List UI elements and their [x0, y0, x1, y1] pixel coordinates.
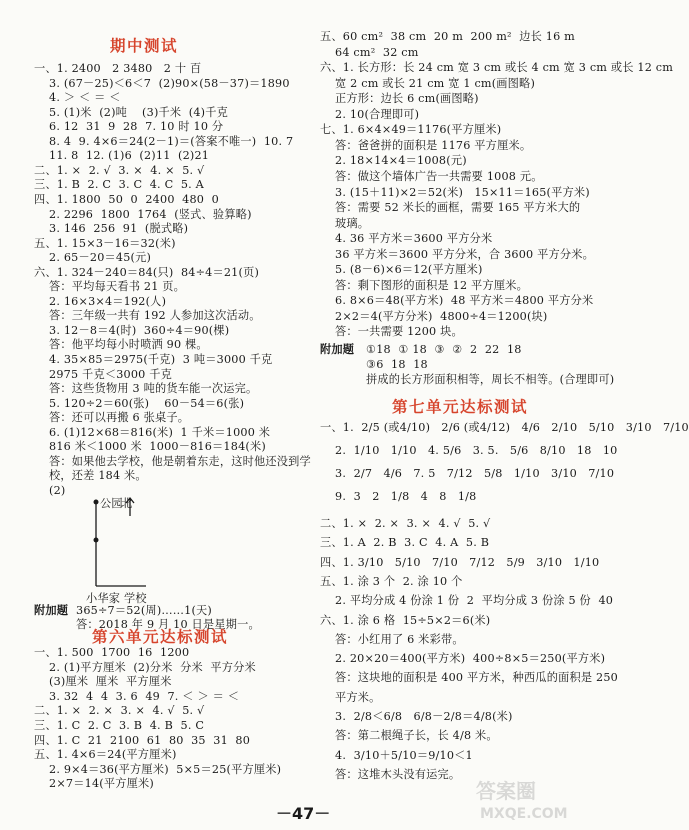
answer-line: 答：如果他去学校，他是朝着东走，这时他还没到学 — [34, 454, 311, 468]
answer-line: 2. 20×20＝400(平方米) 400÷8×5＝250(平方米) — [320, 652, 606, 666]
answer-line: 2975 千克＜3000 千克 — [34, 367, 173, 381]
fraction-answer-line: 2. 1/10 1/10 4. 5/6 3. 5. 5/6 8/10 18 10 — [320, 444, 618, 457]
map-label-north: 北 — [121, 497, 133, 510]
answer-line: 3. 12－8＝4(时) 360÷4＝90(棵) — [34, 323, 230, 337]
answer-line: 六、1. 长方形：长 24 cm 宽 3 cm 或长 4 cm 宽 3 cm 或长 12 cm — [320, 61, 674, 75]
answer-line: 3. 2/8＜6/8 6/8－2/8＝4/8(米) — [320, 710, 513, 723]
fraction-answer-line: 9. 3 2 1/8 4 8 1/8 — [320, 490, 477, 503]
answer-line: 2. 2296 1800 1764 (竖式、验算略) — [34, 207, 252, 221]
answer-line: 一、1. 500 1700 16 1200 — [34, 646, 190, 659]
answer-line: 2. 9×4＝36(平方厘米) 5×5＝25(平方厘米) — [34, 762, 282, 776]
fraction-answer-line: 一、1. 2/5 (或4/10) 2/6 (或4/12) 4/6 2/10 5/10 3/10 7/10 — [320, 421, 689, 434]
page-number: －47－ — [276, 804, 331, 823]
answer-line: 3. 32 4 4 3. 6 49 7. ＜ ＞ ＝ ＜ — [34, 689, 240, 703]
answer-line: 二、1. × 2. × 3. × 4. √ 5. √ — [34, 704, 205, 718]
answer-line: 答：第二根绳子长，长 4/8 米。 — [320, 729, 498, 743]
answer-line: 六、1. 涂 6 格 15÷5×2＝6(米) — [320, 613, 491, 627]
answer-line: 2×7＝14(平方厘米) — [34, 777, 154, 791]
answer-line: 64 cm² 32 cm — [320, 45, 419, 59]
answer-line: 2×2＝4(平方分米) 4800÷4＝1200(块) — [320, 309, 548, 323]
answer-line: 答：三年级一共有 192 人参加这次活动。 — [34, 309, 261, 323]
answer-line: 二、1. × 2. √ 3. × 4. × 5. √ — [34, 163, 205, 177]
map-label-home: 小华家 — [86, 592, 121, 605]
answer-line: 答：爸爸拼的面积是 1176 平方厘米。 — [320, 138, 532, 152]
answer-line: 11. 8 12. (1)6 (2)11 (2)21 — [34, 149, 210, 163]
answer-line: 七、1. 6×4×49＝1176(平方厘米) — [320, 123, 502, 137]
answer-line: 答：需要 52 米长的画框，需要 165 平方米大的 — [320, 201, 581, 215]
bonus-label-left: 附加题 — [34, 604, 69, 617]
answer-line: 一、1. 2400 2 3480 2 十 百 — [34, 62, 202, 75]
svg-text:答案圈: 答案圈 — [476, 779, 536, 803]
answer-line: 正方形：边长 6 cm(画图略) — [320, 92, 479, 106]
answer-line: 二、1. × 2. × 3. × 4. √ 5. √ — [320, 517, 491, 530]
answer-line: 2. (1)平方厘米 (2)分米 分米 平方分米 — [34, 660, 256, 674]
fraction-answer-line: 3. 2/7 4/6 7. 5 7/12 5/8 1/10 3/10 7/10 — [320, 467, 615, 480]
answer-line: 四、1. 3/10 5/10 7/10 7/12 5/9 3/10 1/10 — [320, 555, 600, 569]
answer-line: 答：平均每天看书 21 页。 — [34, 280, 186, 294]
answer-line: (3)厘米 厘米 平方厘米 — [34, 675, 172, 689]
unit7-title: 第七单元达标测试 — [392, 398, 529, 416]
answer-line: 五、1. 涂 3 个 2. 涂 10 个 — [320, 574, 463, 588]
answer-line: 五、1. 15×3－16＝32(米) — [34, 236, 176, 250]
answer-line: 2. 65－20＝45(元) — [34, 251, 152, 265]
answer-line: 3. (15＋11)×2＝52(米) 15×11＝165(平方米) — [320, 185, 590, 199]
answer-line: 答：这些货物用 3 吨的货车能一次运完。 — [34, 382, 258, 396]
answer-line: 五、1. 4×6＝24(平方厘米) — [34, 748, 177, 762]
map-label-school: 学校 — [124, 592, 147, 605]
bonus-line: 365÷7＝52(周)……1(天) — [76, 604, 212, 617]
bonus-line: 拼成的长方形面积相等，周长不相等。(合理即可) — [366, 373, 615, 386]
answer-line: 答：剩下图形的面积是 12 平方厘米。 — [320, 278, 528, 292]
answer-line: 6. 12 31 9 28 7. 10 时 10 分 — [34, 120, 224, 134]
answer-line: 答：还可以再搬 6 张桌子。 — [34, 411, 190, 425]
answer-line: 宽 2 cm 或长 21 cm 宽 1 cm(画图略) — [320, 76, 536, 90]
answer-line: 答：他平均每小时喷洒 90 棵。 — [34, 338, 208, 352]
answer-line: 答：小红用了 6 米彩带。 — [320, 632, 464, 646]
answer-line: 答：做这个墙体广告一共需要 1008 元。 — [320, 169, 543, 183]
answer-line: 816 米＜1000 米 1000－816＝184(米) — [34, 440, 266, 454]
bonus-line: 答：2018 年 9 月 10 日是星期一。 — [76, 618, 260, 631]
answer-line: 校，还差 184 米。 — [34, 469, 147, 483]
answer-line: 5. (8－6)×6＝12(平方厘米) — [320, 263, 483, 277]
answer-line: 5. 120÷2＝60(张) 60－54＝6(张) — [34, 396, 245, 410]
answer-line: 6. (1)12×68＝816(米) 1 千米＝1000 米 — [34, 425, 271, 439]
answer-line: 2. 10(合理即可) — [320, 107, 420, 121]
bonus-line: ③6 18 18 — [366, 358, 428, 371]
map-home-point — [94, 538, 99, 543]
map-park-point — [94, 500, 99, 505]
answer-line: 8. 4 9. 4×6＝24(2－1)＝(答案不唯一) 10. 7 — [34, 134, 294, 148]
answer-line: 三、1. A 2. B 3. C 4. A 5. B — [320, 536, 490, 550]
answer-line: 36 平方米＝3600 平方分米，合 3600 平方分米。 — [320, 247, 595, 261]
bonus-line: ①18 ① 18 ③ ② 2 22 18 — [366, 343, 522, 356]
midterm-title: 期中测试 — [110, 37, 179, 55]
answer-line: 玻璃。 — [320, 216, 370, 230]
answer-line: 2. 16×3×4＝192(人) — [34, 294, 167, 308]
answer-line: 5. (1)米 (2)吨 (3)千米 (4)千克 — [34, 105, 229, 119]
answer-line: 答：一共需要 1200 块。 — [320, 325, 463, 339]
answer-line: 2. 平均分成 4 份涂 1 份 2 平均分成 3 份涂 5 份 40 — [320, 594, 614, 608]
answer-line: 六、1. 324－240＝84(只) 84÷4＝21(页) — [34, 265, 260, 279]
svg-text:MXQE.COM: MXQE.COM — [480, 806, 568, 822]
answer-line: 答：这堆木头没有运完。 — [320, 767, 461, 781]
answer-line: 五、60 cm² 38 cm 20 m 200 m² 边长 16 m — [320, 30, 575, 43]
answer-line: 4. 35×85＝2975(千克) 3 吨＝3000 千克 — [34, 353, 273, 366]
answer-line: 四、1. C 21 2100 61 80 35 31 80 — [34, 733, 251, 747]
answer-line: 4. ＞ ＜ ＝ ＜ — [34, 91, 121, 105]
answer-line: 答：这块地的面积是 400 平方米，种西瓜的面积是 250 — [320, 671, 618, 685]
answer-line: 6. 8×6＝48(平方米) 48 平方米＝4800 平方分米 — [320, 294, 594, 308]
answer-line: 平方米。 — [320, 690, 381, 704]
unit6-title: 第六单元达标测试 — [92, 628, 229, 646]
answer-line: 4. 36 平方米＝3600 平方分米 — [320, 232, 493, 246]
answer-line: (2) — [34, 483, 66, 497]
map-label-park: 公园 — [100, 497, 123, 510]
answer-line: 4. 3/10＋5/10＝9/10＜1 — [320, 748, 473, 762]
answer-line: 三、1. B 2. C 3. C 4. C 5. A — [34, 178, 204, 192]
watermark-logo — [472, 776, 592, 824]
bonus-label-right: 附加题 — [320, 343, 355, 356]
answer-line: 2. 18×14×4＝1008(元) — [320, 154, 467, 168]
answer-line: 三、1. C 2. C 3. B 4. B 5. C — [34, 719, 205, 732]
answer-line: 3. (67－25)＜6＜7 (2)90×(58－37)＝1890 — [34, 76, 290, 90]
answer-line: 四、1. 1800 50 0 2400 480 0 — [34, 192, 219, 206]
answer-line: 3. 146 256 91 (脱式略) — [34, 222, 189, 236]
